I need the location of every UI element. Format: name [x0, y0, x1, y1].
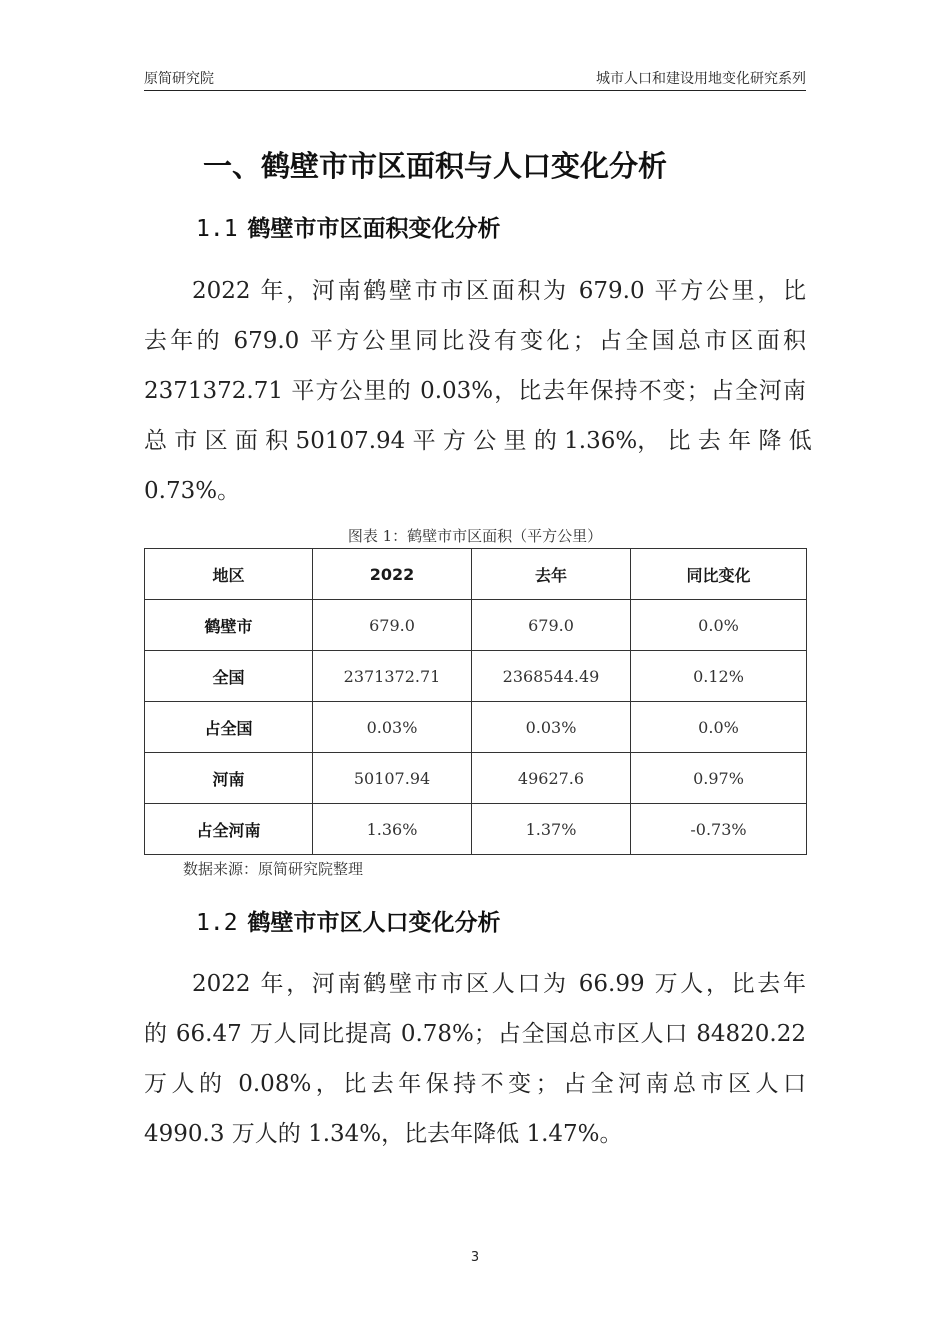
table-row — [145, 600, 807, 651]
column-header-change: 同比变化 — [631, 549, 807, 600]
table-cell: 0.12% — [631, 651, 807, 702]
paragraph-line: 2022 年，河南鹤壁市市区人口为 66.99 万人，比去年 — [192, 971, 806, 997]
table-source-note: 数据来源：原简研究院整理 — [183, 860, 364, 878]
table-cell: 0.03% — [313, 702, 472, 753]
page-header — [144, 66, 806, 91]
subsection-number: 1.2 — [196, 910, 238, 936]
header-org-name: 原简研究院 — [144, 71, 214, 87]
table-cell: 679.0 — [472, 600, 631, 651]
table-cell-region: 占全国 — [145, 702, 313, 753]
area-table — [144, 548, 807, 855]
paragraph-line: 的 66.47 万人同比提高 0.78%；占全国总市区人口 84820.22 — [144, 1021, 806, 1047]
subsection-number: 1.1 — [196, 216, 238, 242]
paragraph-line: 2022 年，河南鹤壁市市区面积为 679.0 平方公里，比 — [192, 278, 806, 304]
column-header-last-year: 去年 — [472, 549, 631, 600]
population-paragraph — [144, 959, 806, 1159]
paragraph-line: 总 市 区 面 积 50107.94 平 方 公 里 的 1.36%， 比 去 年 降 低 — [144, 428, 812, 454]
area-paragraph — [144, 266, 812, 516]
paragraph-line: 万人的 0.08%，比去年保持不变；占全河南总市区人口 — [144, 1071, 806, 1097]
table-cell: 2371372.71 — [313, 651, 472, 702]
table-row — [145, 702, 807, 753]
table-row — [145, 804, 807, 855]
table-cell: 0.97% — [631, 753, 807, 804]
subsection-area-heading — [196, 210, 501, 243]
subsection-population-heading — [196, 904, 501, 937]
table-cell: 0.0% — [631, 702, 807, 753]
table-cell: 2368544.49 — [472, 651, 631, 702]
header-series-title: 城市人口和建设用地变化研究系列 — [596, 71, 806, 87]
table-cell-region: 鹤壁市 — [145, 600, 313, 651]
page-number: 3 — [470, 1250, 480, 1265]
paragraph-line: 4990.3 万人的 1.34%，比去年降低 1.47%。 — [144, 1121, 623, 1147]
table-cell: 1.37% — [472, 804, 631, 855]
section-title: 一、鹤壁市市区面积与人口变化分析 — [203, 149, 668, 183]
table-cell: -0.73% — [631, 804, 807, 855]
table-cell: 50107.94 — [313, 753, 472, 804]
table-row — [145, 753, 807, 804]
table-cell: 0.0% — [631, 600, 807, 651]
table-cell-region: 占全河南 — [145, 804, 313, 855]
column-header-2022: 2022 — [313, 549, 472, 600]
table-row — [145, 651, 807, 702]
table-cell: 1.36% — [313, 804, 472, 855]
paragraph-line: 去年的 679.0 平方公里同比没有变化；占全国总市区面积 — [144, 328, 806, 354]
table-cell: 0.03% — [472, 702, 631, 753]
table-cell: 49627.6 — [472, 753, 631, 804]
paragraph-line: 2371372.71 平方公里的 0.03%，比去年保持不变；占全河南 — [144, 378, 806, 404]
column-header-region: 地区 — [145, 549, 313, 600]
subsection-title: 鹤壁市市区人口变化分析 — [247, 910, 501, 936]
subsection-title: 鹤壁市市区面积变化分析 — [247, 216, 501, 242]
table-cell: 679.0 — [313, 600, 472, 651]
table-header-row — [145, 549, 807, 600]
table-cell-region: 全国 — [145, 651, 313, 702]
table-cell-region: 河南 — [145, 753, 313, 804]
paragraph-line: 0.73%。 — [144, 478, 241, 504]
table-caption: 图表 1：鹤壁市市区面积（平方公里） — [347, 527, 603, 545]
